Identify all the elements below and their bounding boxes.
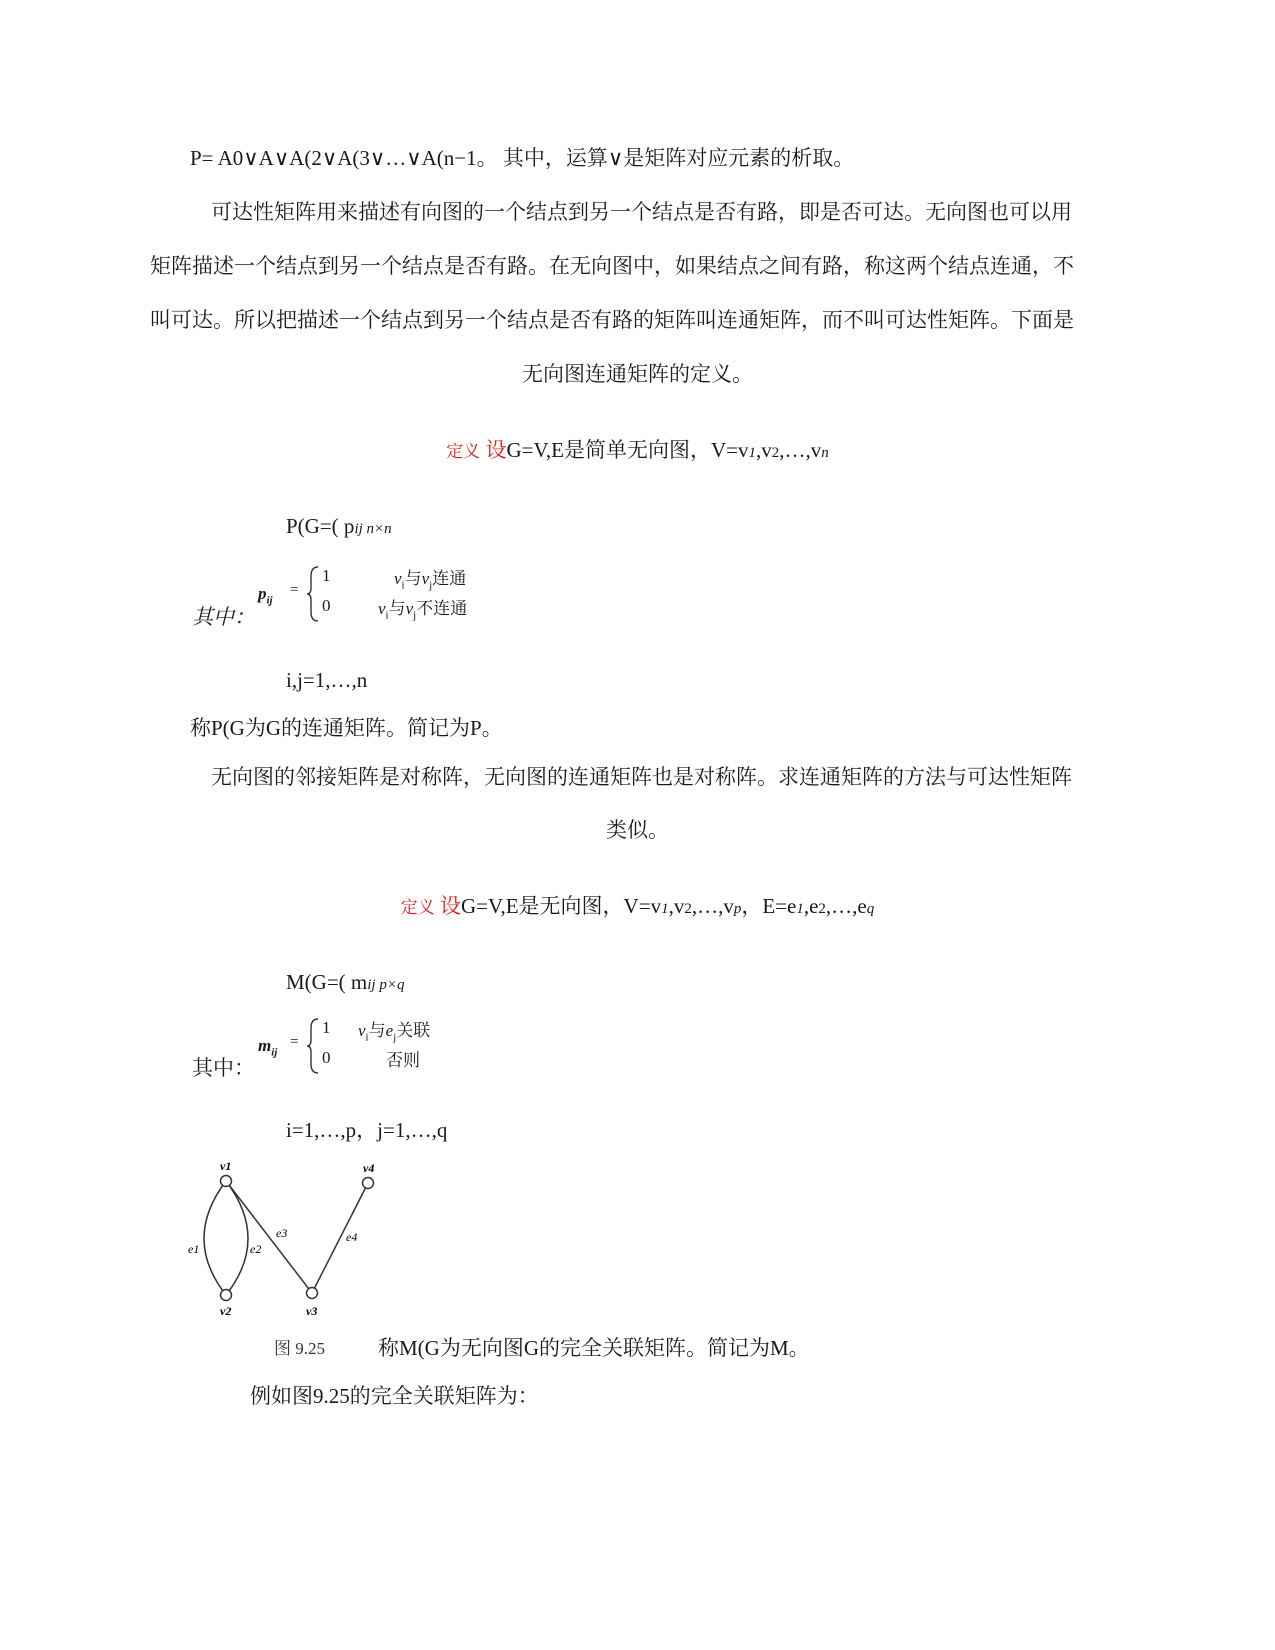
subscript: q bbox=[866, 901, 875, 917]
case-text: 否则 bbox=[386, 1051, 420, 1070]
qizhong-label: 其中： bbox=[192, 1056, 255, 1080]
case-value: 0 bbox=[322, 596, 331, 615]
definition-text: ,e bbox=[803, 894, 819, 918]
definition-prefix: 设 bbox=[485, 438, 507, 462]
node-v4 bbox=[363, 1178, 374, 1189]
label-v4: v4 bbox=[363, 1161, 375, 1175]
matrix-text: P(G=( p bbox=[286, 514, 355, 538]
label-v1: v1 bbox=[220, 1159, 232, 1173]
subscript: 2 bbox=[771, 445, 780, 461]
brace-icon bbox=[306, 566, 320, 622]
case-lhs: p bbox=[258, 584, 267, 603]
definition-prefix: 设 bbox=[440, 894, 462, 918]
node-v2 bbox=[221, 1290, 232, 1301]
definition-text: ，E=e bbox=[741, 894, 797, 918]
qizhong-label: 其中： bbox=[192, 605, 255, 629]
paragraph-line: 无向图的邻接矩阵是对称阵，无向图的连通矩阵也是对称阵。求连通矩阵的方法与可达性矩阵 bbox=[211, 765, 1072, 789]
case-text: 与 bbox=[388, 599, 406, 618]
paragraph-line: 类似。 bbox=[606, 818, 669, 842]
case-lhs: m bbox=[258, 1036, 272, 1055]
label-e1: e1 bbox=[188, 1242, 200, 1256]
graph-figure-9-25 bbox=[180, 1155, 400, 1330]
paragraph-line: 无向图连通矩阵的定义。 bbox=[522, 362, 753, 386]
index-range: i,j=1,…,n bbox=[286, 668, 368, 692]
matrix-subscript: ij p×q bbox=[367, 977, 405, 993]
node-v3 bbox=[307, 1288, 318, 1299]
matrix-subscript: ij n×n bbox=[354, 521, 392, 537]
label-e2: e2 bbox=[250, 1242, 262, 1256]
case-sub: i bbox=[365, 1031, 369, 1044]
piecewise-m bbox=[258, 1016, 488, 1076]
case-sub: j bbox=[413, 609, 417, 622]
subscript: n bbox=[821, 445, 829, 461]
label-v2: v2 bbox=[220, 1304, 232, 1318]
edge-e1 bbox=[204, 1181, 226, 1295]
case-var: v bbox=[421, 569, 430, 588]
called-line: 称M(G为无向图G的完全关联矩阵。简记为M。 bbox=[378, 1336, 810, 1360]
p-matrix-definition bbox=[286, 516, 392, 537]
case-text: 不连通 bbox=[416, 599, 468, 618]
label-v3: v3 bbox=[306, 1304, 318, 1318]
paragraph-line: 矩阵描述一个结点到另一个结点是否有路。在无向图中，如果结点之间有路，称这两个结点连通，不 bbox=[150, 254, 1074, 278]
definition-text: G=V,E是简单无向图，V=v bbox=[506, 438, 749, 462]
case-sub: j bbox=[429, 579, 433, 592]
case-lhs-sub: ij bbox=[266, 594, 273, 607]
subscript: 2 bbox=[818, 901, 826, 917]
case-value: 1 bbox=[322, 566, 331, 585]
definition-text: ,…,v bbox=[691, 894, 734, 918]
definition-2 bbox=[0, 896, 1275, 917]
case-text: 关联 bbox=[396, 1021, 431, 1040]
case-eq: = bbox=[290, 582, 299, 598]
definition-text: G=V,E是无向图，V=v bbox=[461, 894, 662, 918]
edge-e4 bbox=[312, 1183, 368, 1293]
m-matrix-definition bbox=[286, 972, 404, 993]
case-text: 与 bbox=[404, 569, 422, 588]
label-e3: e3 bbox=[276, 1226, 288, 1240]
piecewise-p bbox=[258, 562, 518, 622]
definition-text: ,…,e bbox=[825, 894, 867, 918]
subscript: p bbox=[733, 901, 742, 917]
case-var: e bbox=[385, 1021, 394, 1040]
node-v1 bbox=[221, 1176, 232, 1187]
paragraph-line: 叫可达。所以把描述一个结点到另一个结点是否有路的矩阵叫连通矩阵，而不叫可达性矩阵。下面是 bbox=[150, 308, 1074, 332]
definition-1 bbox=[0, 440, 1275, 461]
label-e4: e4 bbox=[346, 1230, 358, 1244]
called-line: 称P(G为G的连通矩阵。简记为P。 bbox=[190, 716, 503, 740]
paragraph-line: 可达性矩阵用来描述有向图的一个结点到另一个结点是否有路，即是否可达。无向图也可以用 bbox=[211, 200, 1072, 224]
case-value: 1 bbox=[322, 1018, 331, 1037]
edge-e2 bbox=[226, 1181, 248, 1295]
case-text: 与 bbox=[368, 1021, 386, 1040]
formula-line bbox=[190, 148, 854, 169]
subscript: 1 bbox=[661, 901, 669, 917]
formula-p: P= A0∨A∨A(2∨A(3∨…∨A(n−1 bbox=[190, 146, 477, 170]
index-range: i=1,…,p，j=1,…,q bbox=[286, 1118, 448, 1142]
case-value: 0 bbox=[322, 1048, 331, 1067]
case-lhs-sub: ij bbox=[271, 1046, 278, 1059]
definition-text: ,v bbox=[756, 438, 772, 462]
case-var: v bbox=[405, 599, 414, 618]
case-var: v bbox=[378, 599, 386, 618]
subscript: 1 bbox=[748, 445, 757, 461]
case-var: v bbox=[358, 1021, 366, 1040]
brace-icon bbox=[306, 1018, 320, 1074]
definition-label: 定义 bbox=[446, 442, 481, 461]
definition-label: 定义 bbox=[400, 898, 435, 917]
subscript: 2 bbox=[684, 901, 692, 917]
case-sub: i bbox=[385, 609, 389, 622]
case-var: v bbox=[394, 569, 402, 588]
formula-note: 。 其中，运算∨是矩阵对应元素的析取。 bbox=[476, 146, 855, 170]
matrix-text: M(G=( m bbox=[286, 970, 368, 994]
figure-caption: 图 9.25 bbox=[274, 1339, 325, 1358]
example-line: 例如图9.25的完全关联矩阵为： bbox=[250, 1384, 539, 1408]
definition-text: ,v bbox=[668, 894, 685, 918]
case-sub: i bbox=[401, 579, 405, 592]
case-text: 连通 bbox=[432, 569, 467, 588]
subscript: 1 bbox=[796, 901, 804, 917]
case-sub: j bbox=[393, 1031, 397, 1044]
definition-text: ,…,v bbox=[779, 438, 822, 462]
case-eq: = bbox=[290, 1034, 299, 1050]
